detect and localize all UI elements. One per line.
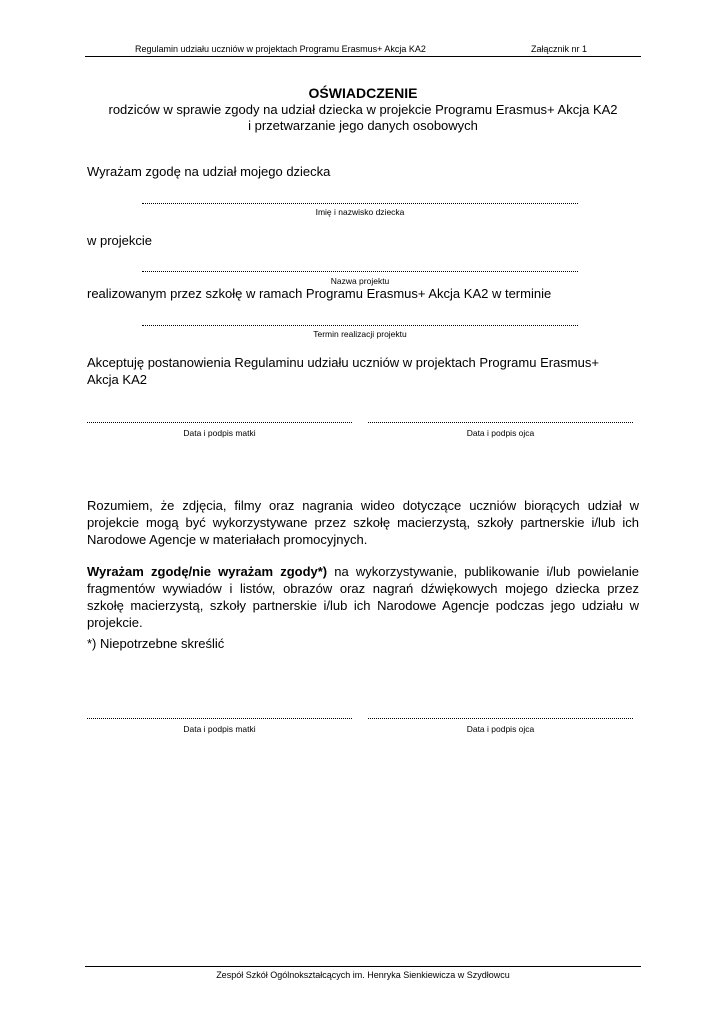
header-rule <box>85 56 641 57</box>
header-title: Regulamin udziału uczniów w projektach Programu Erasmus+ Akcja KA2 <box>135 44 426 54</box>
mother-signature-field-1[interactable] <box>87 422 352 423</box>
project-name-field[interactable] <box>142 271 578 272</box>
father-signature-caption-2: Data i podpis ojca <box>466 724 535 734</box>
media-understanding-paragraph: Rozumiem, że zdjęcia, filmy oraz nagrania wideo dotyczące uczniów biorących udział w projekcie mogą być wykorzystywane przez szkołę macierzystą, szkoły partnerskie i/lub ich Narodowe Agencje w materiałach promocyjnych. <box>87 498 639 547</box>
footer-school: Zespół Szkół Ogólnokształcących im. Henryka Sienkiewicza w Szydłowcu <box>216 970 510 980</box>
mother-signature-caption-1: Data i podpis matki <box>183 428 256 438</box>
project-term-caption: Termin realizacji projektu <box>313 329 407 339</box>
consent-intro: Wyrażam zgodę na udział mojego dziecka <box>87 164 331 179</box>
mother-signature-caption-2: Data i podpis matki <box>183 724 256 734</box>
footnote: *) Niepotrzebne skreślić <box>87 636 225 651</box>
media-consent-paragraph <box>87 563 639 631</box>
in-project-label: w projekcie <box>87 233 153 248</box>
project-term-field[interactable] <box>142 325 578 326</box>
implemented-label: realizowanym przez szkołę w ramach Programu Erasmus+ Akcja KA2 w terminie <box>87 286 552 301</box>
father-signature-field-1[interactable] <box>368 422 633 423</box>
footer-rule <box>85 966 641 967</box>
media-consent-choice: Wyrażam zgodę/nie wyrażam zgody*) <box>87 564 328 579</box>
header-attachment: Załącznik nr 1 <box>531 44 588 54</box>
document-subtitle-line1: rodziców w sprawie zgody na udział dziecka w projekcie Programu Erasmus+ Akcja KA2 <box>108 102 618 117</box>
document-title: OŚWIADCZENIE <box>308 85 418 101</box>
accept-line2: Akcja KA2 <box>87 372 147 387</box>
accept-line1: Akceptuję postanowienia Regulaminu udziału uczniów w projektach Programu Erasmus+ <box>87 355 599 370</box>
child-name-caption: Imię i nazwisko dziecka <box>315 207 405 217</box>
media-consent-text: na wykorzystywanie, publikowanie i/lub powielanie fragmentów wywiadów i listów, obrazów oraz nagrań dźwiękowych mojego dziecka przez szkołę macierzystą, szkoły partnerskie i/lub ich Narodowe Agencje podczas jego udziału w projekcie. <box>87 564 639 630</box>
father-signature-caption-1: Data i podpis ojca <box>466 428 535 438</box>
father-signature-field-2[interactable] <box>368 718 633 719</box>
project-name-caption: Nazwa projektu <box>330 276 390 286</box>
child-name-field[interactable] <box>142 203 578 204</box>
mother-signature-field-2[interactable] <box>87 718 352 719</box>
document-subtitle-line2: i przetwarzanie jego danych osobowych <box>248 118 478 133</box>
